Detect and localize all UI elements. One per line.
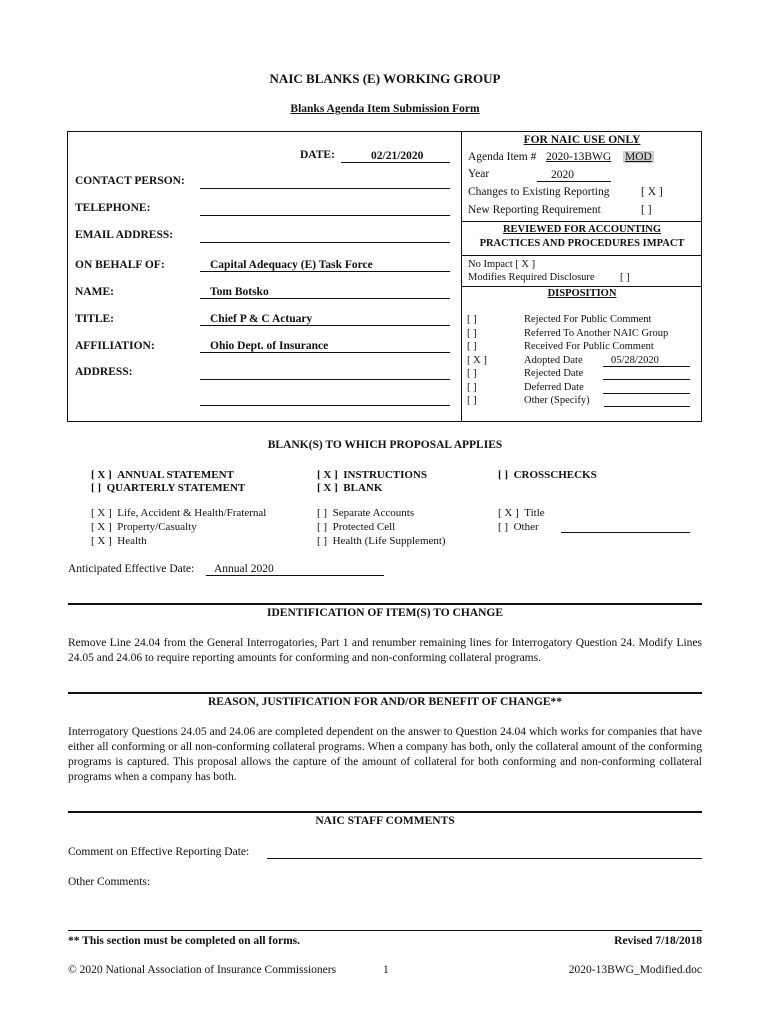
no-impact[interactable]: No Impact [ X ]: [468, 259, 536, 270]
other-comments-label: Other Comments:: [68, 876, 151, 888]
new-requirement-checkbox[interactable]: [ ]: [641, 204, 652, 216]
footer-note: ** This section must be completed on all forms.: [68, 935, 301, 947]
page-number: 1: [383, 964, 389, 976]
staff-rule: [68, 811, 702, 813]
instructions-checkbox[interactable]: [ X ]: [317, 469, 338, 481]
effective-date-label: Anticipated Effective Date:: [68, 563, 195, 575]
disposition-checkbox[interactable]: [ ]: [467, 395, 477, 406]
health-life-label: Health (Life Supplement): [332, 535, 446, 547]
copyright: © 2020 National Association of Insurance Commissioners: [68, 964, 337, 976]
footer-rule: [68, 930, 702, 931]
blank-checkbox[interactable]: [ X ]: [317, 482, 338, 494]
affiliation-label: AFFILIATION:: [75, 340, 155, 352]
contact-label: CONTACT PERSON:: [75, 175, 185, 187]
date-field[interactable]: 02/21/2020: [341, 149, 450, 163]
quarterly-statement-label: QUARTERLY STATEMENT: [106, 482, 246, 494]
separate-accounts-label: Separate Accounts: [332, 507, 415, 519]
date-label: DATE:: [300, 149, 335, 161]
box-divider: [461, 131, 462, 422]
telephone-field[interactable]: [200, 215, 450, 216]
revised-date: Revised 7/18/2018: [614, 935, 702, 947]
disposition-checkbox[interactable]: [ ]: [467, 327, 477, 339]
health-life-checkbox[interactable]: [ ]: [317, 535, 328, 547]
property-casualty-label: Property/Casualty: [117, 521, 197, 533]
disposition-label: Deferred Date: [524, 381, 584, 393]
health-checkbox[interactable]: [ X ]: [91, 535, 112, 547]
disposition-date-field[interactable]: [604, 395, 690, 407]
comment-effective-label: Comment on Effective Reporting Date:: [68, 846, 250, 858]
year-value: 2020: [537, 168, 611, 182]
identification-text: Remove Line 24.04 from the General Interrogatories, Part 1 and renumber remaining lines for Interrogatory Question 24. Modify Lines 24.05 and 24.06 to require reporting amounts for conforming and non-conforming collateral programs.: [68, 637, 702, 664]
annual-statement-label: ANNUAL STATEMENT: [117, 469, 234, 481]
file-name: 2020-13BWG_Modified.doc: [568, 964, 702, 976]
contact-field[interactable]: [200, 188, 450, 189]
disposition-date-field[interactable]: [603, 368, 690, 380]
changes-label: Changes to Existing Reporting: [468, 186, 610, 198]
year-label: Year: [468, 168, 490, 180]
effective-date-field[interactable]: Annual 2020: [206, 562, 384, 576]
disposition-checkbox[interactable]: [ X ]: [467, 354, 487, 366]
disposition-label: Other (Specify): [524, 395, 590, 406]
comment-effective-field[interactable]: [267, 858, 702, 859]
form-title: NAIC BLANKS (E) WORKING GROUP: [269, 71, 501, 86]
title-checkbox[interactable]: [ X ]: [498, 507, 519, 519]
naic-divider-3: [462, 286, 702, 287]
naic-divider-2: [462, 255, 702, 256]
naic-use-header: FOR NAIC USE ONLY: [523, 134, 641, 146]
crosschecks-label: CROSSCHECKS: [513, 469, 597, 481]
blanks-header: BLANK(S) TO WHICH PROPOSAL APPLIES: [267, 439, 503, 451]
property-casualty-checkbox[interactable]: [ X ]: [91, 521, 112, 533]
annual-statement-checkbox[interactable]: [ X ]: [91, 469, 112, 481]
health-label: Health: [117, 535, 147, 547]
behalf-label: ON BEHALF OF:: [75, 259, 165, 271]
name-label: NAME:: [75, 286, 114, 298]
title-field[interactable]: Chief P & C Actuary: [200, 312, 450, 326]
reason-header: REASON, JUSTIFICATION FOR AND/OR BENEFIT OF CHANGE**: [207, 696, 563, 708]
separate-accounts-checkbox[interactable]: [ ]: [317, 507, 328, 519]
staff-header: NAIC STAFF COMMENTS: [315, 815, 455, 827]
crosschecks-checkbox[interactable]: [ ]: [498, 469, 509, 481]
address-field-1[interactable]: [200, 379, 450, 380]
disposition-date-field[interactable]: [603, 382, 690, 394]
form-subtitle: Blanks Agenda Item Submission Form: [290, 103, 480, 115]
instructions-label: INSTRUCTIONS: [343, 469, 428, 481]
life-checkbox[interactable]: [ X ]: [91, 507, 112, 519]
disposition-label: Rejected Date: [524, 368, 584, 379]
agenda-item-mod: MOD: [625, 151, 652, 163]
disposition-label: Referred To Another NAIC Group: [524, 327, 669, 339]
reason-rule: [68, 692, 702, 694]
protected-cell-label: Protected Cell: [332, 521, 396, 533]
changes-checkbox[interactable]: [ X ]: [641, 186, 663, 198]
identification-header: IDENTIFICATION OF ITEM(S) TO CHANGE: [267, 607, 503, 619]
other-checkbox[interactable]: [ ]: [498, 521, 509, 533]
modifies-disclosure-label: Modifies Required Disclosure: [468, 272, 595, 283]
disposition-date-field[interactable]: 05/28/2020: [603, 355, 690, 367]
telephone-label: TELEPHONE:: [75, 202, 151, 214]
title-label-blank: Title: [524, 507, 545, 519]
disposition-label: Adopted Date: [524, 354, 583, 366]
protected-cell-checkbox[interactable]: [ ]: [317, 521, 328, 533]
reason-text: Interrogatory Questions 24.05 and 24.06 are completed dependent on the answer to Question 24.04 which works for companies that have either all conforming or all non-conforming collateral programs. When a company has both, only the collateral amount of the conforming programs is captured. This proposal allows the capture of the amount of collateral for both conforming and non-conforming collateral programs when a company has both.: [68, 726, 702, 783]
address-field-2[interactable]: [200, 405, 450, 406]
disposition-label: Received For Public Comment: [524, 341, 654, 352]
disposition-label: Rejected For Public Comment: [524, 314, 652, 325]
identification-rule: [68, 603, 702, 605]
email-label: EMAIL ADDRESS:: [75, 229, 174, 241]
disposition-checkbox[interactable]: [ ]: [467, 368, 477, 379]
agenda-item-value: 2020-13BWG: [546, 151, 612, 163]
reviewed-line-1: REVIEWED FOR ACCOUNTING: [502, 224, 662, 235]
reviewed-line-2: PRACTICES AND PROCEDURES IMPACT: [479, 238, 685, 249]
other-field[interactable]: [561, 532, 690, 533]
affiliation-field[interactable]: Ohio Dept. of Insurance: [200, 339, 450, 353]
title-label: TITLE:: [75, 313, 114, 325]
blank-label: BLANK: [343, 482, 383, 494]
modifies-disclosure-checkbox[interactable]: [ ]: [620, 272, 630, 283]
naic-divider-1: [462, 221, 702, 222]
quarterly-statement-checkbox[interactable]: [ ]: [91, 482, 102, 494]
agenda-item-label: Agenda Item #: [468, 151, 537, 163]
new-requirement-label: New Reporting Requirement: [468, 204, 601, 216]
address-label: ADDRESS:: [75, 366, 133, 378]
disposition-checkbox[interactable]: [ ]: [467, 314, 477, 325]
life-label: Life, Accident & Health/Fraternal: [117, 507, 267, 519]
behalf-field[interactable]: Capital Adequacy (E) Task Force: [200, 258, 450, 272]
name-field[interactable]: Tom Botsko: [200, 285, 450, 299]
disposition-checkbox[interactable]: [ ]: [467, 381, 477, 393]
disposition-header: DISPOSITION: [547, 288, 617, 299]
disposition-checkbox[interactable]: [ ]: [467, 341, 477, 352]
email-field[interactable]: [200, 242, 450, 243]
other-label: Other: [513, 521, 539, 533]
